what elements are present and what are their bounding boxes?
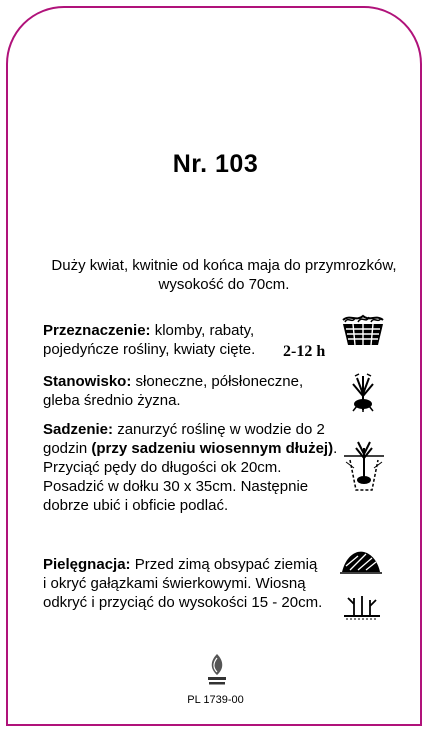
section-planting-text2: . Przyciąć pędy do długości ok 20cm. Posadzić w dołku 30 x 35cm. Następnie dobrze ubić i obficie podlać. — [43, 440, 338, 514]
section-care — [43, 555, 323, 612]
section-planting — [43, 420, 339, 515]
section-planting-text1: zanurzyć roślinę w wodzie do 2 godzin — [43, 421, 325, 457]
section-position — [43, 372, 333, 410]
section-purpose — [43, 321, 298, 359]
description: Duży kwiat, kwitnie od końca maja do przymrozków, wysokość do 70cm. — [51, 257, 397, 293]
section-planting-label: Sadzenie: — [43, 421, 114, 438]
catalog-code: PL 1739-00 — [187, 694, 244, 706]
section-care-text: Przed zimą obsypać ziemią i okryć gałązkami świerkowymi. Wiosną odkryć i przyciąć do wysokości 15 - 20cm. — [43, 556, 323, 611]
section-purpose-label: Przeznaczenie: — [43, 322, 151, 339]
soak-time-label: 2-12 h — [283, 343, 326, 360]
product-number: Nr. 103 — [172, 150, 259, 178]
section-care-label: Pielęgnacja: — [43, 556, 131, 573]
section-purpose-text: klomby, rabaty, pojedyńcze rośliny, kwiaty cięte. — [43, 322, 256, 358]
section-position-label: Stanowisko: — [43, 373, 132, 390]
planting-hole-icon — [342, 440, 386, 492]
winter-cover-icon — [340, 546, 382, 574]
section-planting-note: (przy sadzeniu wiosennym dłużej) — [91, 440, 334, 457]
brand-logo-icon — [206, 653, 228, 689]
section-position-text: słoneczne, półsłoneczne, gleba średnio żyzna. — [43, 373, 304, 409]
pruning-icon — [342, 592, 382, 620]
bare-root-plant-icon — [347, 372, 379, 412]
basket-icon — [340, 312, 386, 348]
